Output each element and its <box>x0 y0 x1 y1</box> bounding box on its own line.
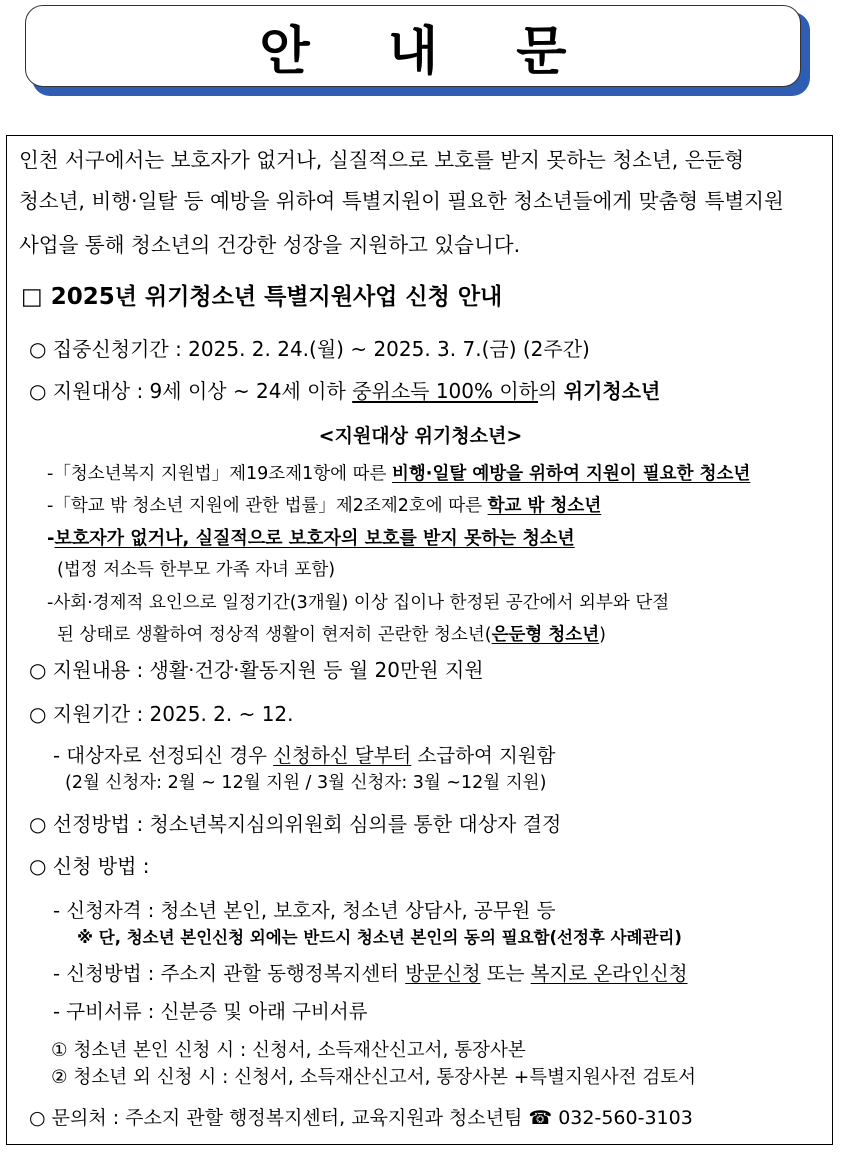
detail-underlined: 신청하신 달부터 <box>273 744 412 767</box>
target-item-out-of-school <box>47 498 601 516</box>
doc-item-other: ② 청소년 외 신청 시 : 신청서, 소득재산신고서, 통장사본 +특별지원사전 검토서 <box>51 1067 697 1088</box>
item-b-bold: 학교 밖 청소년 <box>487 496 602 516</box>
contact <box>29 1109 693 1128</box>
target-prefix: ○ 지원대상 : 9세 이상 ~ 24세 이하 <box>29 379 353 403</box>
phone-icon: ☎ <box>528 1107 553 1129</box>
section-heading: □ 2025년 위기청소년 특별지원사업 신청 안내 <box>21 284 503 310</box>
item-d-suffix: ) <box>599 625 606 645</box>
support-target <box>29 381 660 401</box>
apply-method <box>53 964 688 984</box>
support-period-example: (2월 신청자: 2월 ~ 12월 지원 / 3월 신청자: 3월 ~12월 지원) <box>65 773 547 793</box>
eligibility-note: ※ 단, 청소년 본인신청 외에는 반드시 청소년 본인의 동의 필요함(선정후 사례관리) <box>77 928 682 947</box>
item-a-prefix: -「청소년복지 지원법」제19조제1항에 따른 <box>47 464 392 484</box>
eligibility: - 신청자격 : 청소년 본인, 보호자, 청소년 상담사, 공무원 등 <box>53 899 556 922</box>
detail-suffix: 소급하여 지원함 <box>411 744 556 767</box>
phone-number: 032-560-3103 <box>558 1107 693 1129</box>
item-d-prefix: 된 상태로 생활하여 정상적 생활이 현저히 곤란한 청소년( <box>57 625 492 645</box>
target-item-reclusive-2 <box>57 627 606 645</box>
support-content: ○ 지원내용 : 생활·건강·활동지원 등 월 20만원 지원 <box>29 658 484 682</box>
method-visit: 방문신청 <box>405 962 481 985</box>
method-middle: 또는 <box>480 962 531 985</box>
selection-method: ○ 선정방법 : 청소년복지심의위원회 심의를 통한 대상자 결정 <box>29 812 562 836</box>
title-banner <box>25 5 801 87</box>
target-middle: 의 <box>538 379 564 403</box>
intro-line-1: 인천 서구에서는 보호자가 없거나, 실질적으로 보호를 받지 못하는 청소년, 은둔형 <box>19 148 745 172</box>
intro-line-2: 청소년, 비행·일탈 등 예방을 위하여 특별지원이 필요한 청소년들에게 맞춤형 특별지원 <box>19 189 784 213</box>
support-period-detail <box>53 746 556 766</box>
target-item-no-guardian-note: (법정 저소득 한부모 가족 자녀 포함) <box>57 560 336 580</box>
income-criteria: 중위소득 100% 이하 <box>352 379 538 403</box>
target-heading: <지원대상 위기청소년> <box>318 425 523 447</box>
application-period: ○ 집중신청기간 : 2025. 2. 24.(월) ~ 2025. 3. 7.(금) (2주간) <box>29 337 590 361</box>
doc-item-self: ① 청소년 본인 신청 시 : 신청서, 소득재산신고서, 통장사본 <box>51 1040 526 1061</box>
support-period: ○ 지원기간 : 2025. 2. ~ 12. <box>29 702 294 726</box>
item-d-bold: 은둔형 청소년 <box>491 625 600 645</box>
target-group: 위기청소년 <box>563 379 661 403</box>
required-documents: - 구비서류 : 신분증 및 아래 구비서류 <box>53 1000 368 1023</box>
method-online: 복지로 온라인신청 <box>530 962 688 985</box>
contact-text: ○ 문의처 : 주소지 관할 행정복지센터, 교육지원과 청소년팀 <box>29 1107 529 1129</box>
item-c-bold: 보호자가 없거나, 실질적으로 보호자의 보호를 받지 못하는 청소년 <box>54 528 575 549</box>
notice-body <box>6 135 833 1145</box>
item-a-bold: 비행·일탈 예방을 위하여 지원이 필요한 청소년 <box>391 464 751 484</box>
detail-prefix: - 대상자로 선정되신 경우 <box>53 744 274 767</box>
intro-line-3: 사업을 통해 청소년의 건강한 성장을 지원하고 있습니다. <box>19 233 521 257</box>
item-c-dash: - <box>47 528 55 549</box>
target-item-delinquency <box>47 466 750 484</box>
how-to-apply: ○ 신청 방법 : <box>29 854 150 878</box>
page-title: 안 내 문 <box>259 21 597 82</box>
target-item-reclusive-1: -사회·경제적 요인으로 일정기간(3개월) 이상 집이나 한정된 공간에서 외부와 단절 <box>47 593 670 613</box>
target-item-no-guardian <box>47 530 575 548</box>
method-prefix: - 신청방법 : 주소지 관할 동행정복지센터 <box>53 962 406 985</box>
item-b-prefix: -「학교 밖 청소년 지원에 관한 법률」제2조제2호에 따른 <box>47 496 488 516</box>
